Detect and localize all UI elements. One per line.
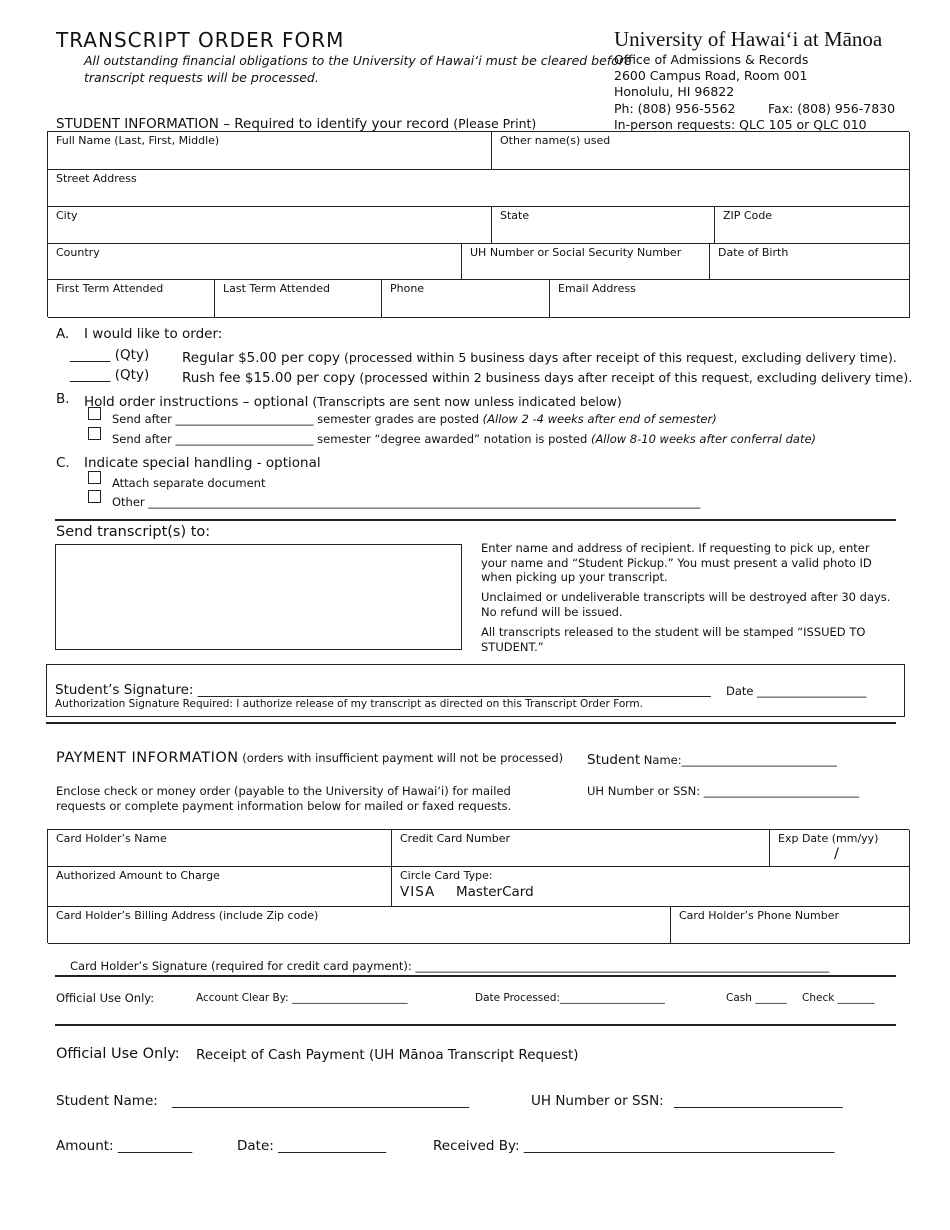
uh-number-label: UH Number or Social Security Number xyxy=(470,246,682,259)
country-field[interactable] xyxy=(48,244,462,280)
other-names-field[interactable] xyxy=(492,132,910,170)
office-name: Office of Admissions & Records xyxy=(614,52,809,67)
divider xyxy=(55,1024,896,1026)
receipt-uh-ssn-label: UH Number or SSN: xyxy=(531,1093,664,1109)
divider xyxy=(55,975,896,977)
hold-grades-note: (Allow 2 -4 weeks after end of semester) xyxy=(482,412,717,426)
card-info-grid xyxy=(47,829,909,943)
payment-uh-ssn-field[interactable]: UH Number or SSN: ___________________________ xyxy=(587,784,859,798)
authorization-note: Authorization Signature Required: I authorize release of my transcript as directed on this Transcript Order Form. xyxy=(55,698,643,710)
section-c-letter: C. xyxy=(56,455,70,471)
student-info-heading xyxy=(56,116,536,132)
student-info-heading-text: STUDENT INFORMATION xyxy=(56,116,219,132)
card-holder-name-field[interactable] xyxy=(48,830,392,867)
last-term-field[interactable] xyxy=(215,280,382,318)
billing-address-label: Card Holder’s Billing Address (include Zip code) xyxy=(56,909,319,922)
in-person-locations: In-person requests: QLC 105 or QLC 010 xyxy=(614,117,867,132)
cash-field[interactable]: Cash ______ xyxy=(726,992,787,1004)
payment-heading-text: PAYMENT INFORMATION xyxy=(56,750,239,766)
full-name-label: Full Name (Last, First, Middle) xyxy=(56,134,220,147)
regular-price: Regular $5.00 per copy xyxy=(182,350,340,366)
card-holder-signature-field[interactable]: Card Holder’s Signature (required for credit card payment): ________________________________________________________________________ xyxy=(70,959,830,973)
payment-heading-note: (orders with insufficient payment will not be processed) xyxy=(238,751,564,765)
zip-label: ZIP Code xyxy=(723,209,773,222)
unclaimed-notice: Unclaimed or undeliverable transcripts will be destroyed after 30 days. No refund will be issued. xyxy=(481,590,891,619)
receipt-student-name-field[interactable]: ____________________________________________ xyxy=(172,1093,469,1109)
regular-note: (processed within 5 business days after receipt of this request, excluding delivery time). xyxy=(339,350,897,365)
student-info-heading-note: (Please Print) xyxy=(449,116,537,131)
recipient-address-box[interactable] xyxy=(55,544,462,650)
section-b-title-text: Hold order instructions – optional xyxy=(84,394,309,410)
university-name: University of Hawai‘i at Mānoa xyxy=(614,27,883,51)
exp-date-field[interactable] xyxy=(770,830,910,867)
full-name-field[interactable] xyxy=(48,132,492,170)
email-field[interactable] xyxy=(550,280,910,318)
hold-degree-note: (Allow 8-10 weeks after conferral date) xyxy=(590,432,817,446)
attach-document-label: Attach separate document xyxy=(112,476,266,490)
receipt-received-by-field[interactable]: Received By: ______________________________________________ xyxy=(433,1138,835,1154)
last-term-label: Last Term Attended xyxy=(223,282,330,295)
first-term-field[interactable] xyxy=(48,280,215,318)
card-type-label: Circle Card Type: xyxy=(400,869,493,882)
email-label: Email Address xyxy=(558,282,636,295)
dob-label: Date of Birth xyxy=(718,246,789,259)
card-number-field[interactable] xyxy=(392,830,770,867)
send-to-instructions: Enter name and address of recipient. If requesting to pick up, enter your name and “Student Pickup.” You must present a valid photo ID when picking up your transcript. xyxy=(481,541,872,584)
office-city: Honolulu, HI 96822 xyxy=(614,84,735,99)
hold-degree-checkbox[interactable] xyxy=(88,427,101,440)
account-clear-field[interactable]: Account Clear By: ______________________ xyxy=(196,992,408,1004)
exp-date-separator: / xyxy=(834,846,839,862)
first-term-label: First Term Attended xyxy=(56,282,164,295)
payment-student-name-line: Name:___________________________ xyxy=(640,753,837,767)
student-signature-field[interactable]: Student’s Signature: ____________________________________________________________________________ xyxy=(55,682,711,698)
hold-degree-text: Send after ________________________ semester “degree awarded” notation is posted xyxy=(112,432,591,446)
phone-field[interactable] xyxy=(382,280,550,318)
state-field[interactable] xyxy=(492,207,715,244)
form-title: TRANSCRIPT ORDER FORM xyxy=(56,28,345,52)
mastercard-option[interactable]: MasterCard xyxy=(456,884,534,900)
card-holder-phone-field[interactable] xyxy=(671,907,910,944)
section-b-title xyxy=(84,391,622,410)
phone-label: Phone xyxy=(390,282,425,295)
hold-grades-option xyxy=(112,412,717,426)
authorized-amount-label: Authorized Amount to Charge xyxy=(56,869,220,882)
other-handling-field[interactable]: Other ________________________________________________________________________________________________ xyxy=(112,495,701,509)
rush-option xyxy=(182,367,912,386)
section-a-title: I would like to order: xyxy=(84,326,223,342)
receipt-official-label: Official Use Only: xyxy=(56,1046,180,1062)
divider xyxy=(55,519,896,521)
billing-address-field[interactable] xyxy=(48,907,671,944)
payment-heading xyxy=(56,747,563,766)
signature-box xyxy=(46,664,905,717)
signature-date-field[interactable]: Date ___________________ xyxy=(726,684,867,698)
receipt-date-field[interactable]: Date: ________________ xyxy=(237,1138,387,1154)
student-info-heading-rest: – Required to identify your record xyxy=(218,116,450,132)
enclose-line-2: requests or complete payment information below for mailed or faxed requests. xyxy=(56,799,512,813)
receipt-uh-ssn-field[interactable]: _________________________ xyxy=(674,1093,843,1109)
office-street: 2600 Campus Road, Room 001 xyxy=(614,68,808,83)
rush-qty-field[interactable]: ______ (Qty) xyxy=(70,367,150,383)
city-label: City xyxy=(56,209,78,222)
payment-student-label: Student xyxy=(587,752,641,768)
other-handling-checkbox[interactable] xyxy=(88,490,101,503)
receipt-amount-field[interactable]: Amount: ___________ xyxy=(56,1138,193,1154)
hold-grades-text: Send after ________________________ semester grades are posted xyxy=(112,412,483,426)
rush-price: Rush fee $15.00 per copy xyxy=(182,370,356,386)
attach-document-checkbox[interactable] xyxy=(88,471,101,484)
card-type-field xyxy=(392,867,910,907)
section-c-title: Indicate special handling - optional xyxy=(84,455,321,471)
dob-field[interactable] xyxy=(710,244,910,280)
other-names-label: Other name(s) used xyxy=(500,134,611,147)
student-info-grid xyxy=(47,131,909,317)
rush-note: (processed within 2 business days after receipt of this request, excluding delivery time). xyxy=(355,370,913,385)
section-a-letter: A. xyxy=(56,326,70,342)
visa-option[interactable]: VISA xyxy=(400,884,436,900)
divider xyxy=(46,722,896,724)
notice-line-2: transcript requests will be processed. xyxy=(84,70,319,85)
hold-degree-option xyxy=(112,432,816,446)
exp-date-label: Exp Date (mm/yy) xyxy=(778,832,879,845)
stamp-notice: All transcripts released to the student will be stamped “ISSUED TO STUDENT.” xyxy=(481,625,866,654)
authorized-amount-field[interactable] xyxy=(48,867,392,907)
official-use-label: Official Use Only: xyxy=(56,991,155,1005)
payment-student-name-field[interactable] xyxy=(587,749,837,768)
receipt-title: Receipt of Cash Payment (UH Mānoa Transcript Request) xyxy=(196,1047,579,1063)
office-fax: Fax: (808) 956-7830 xyxy=(768,101,896,116)
regular-option xyxy=(182,347,897,366)
street-address-label: Street Address xyxy=(56,172,137,185)
section-b-letter: B. xyxy=(56,391,70,407)
card-holder-name-label: Card Holder’s Name xyxy=(56,832,167,845)
uh-number-field[interactable] xyxy=(462,244,710,280)
hold-grades-checkbox[interactable] xyxy=(88,407,101,420)
city-field[interactable] xyxy=(48,207,492,244)
office-phone: Ph: (808) 956-5562 xyxy=(614,101,736,116)
card-holder-phone-label: Card Holder’s Phone Number xyxy=(679,909,840,922)
state-label: State xyxy=(500,209,530,222)
zip-field[interactable] xyxy=(715,207,910,244)
send-to-title: Send transcript(s) to: xyxy=(56,524,211,540)
card-number-label: Credit Card Number xyxy=(400,832,510,845)
enclose-line-1: Enclose check or money order (payable to the University of Hawai‘i) for mailed xyxy=(56,784,511,798)
notice-line-1: All outstanding financial obligations to the University of Hawai‘i must be cleared before xyxy=(84,53,632,68)
street-address-field[interactable] xyxy=(48,170,910,207)
check-field[interactable]: Check _______ xyxy=(802,992,875,1004)
receipt-student-name-label: Student Name: xyxy=(56,1093,158,1109)
section-b-title-note: (Transcripts are sent now unless indicated below) xyxy=(308,394,622,409)
country-label: Country xyxy=(56,246,100,259)
regular-qty-field[interactable]: ______ (Qty) xyxy=(70,347,150,363)
date-processed-field[interactable]: Date Processed:____________________ xyxy=(475,992,665,1004)
